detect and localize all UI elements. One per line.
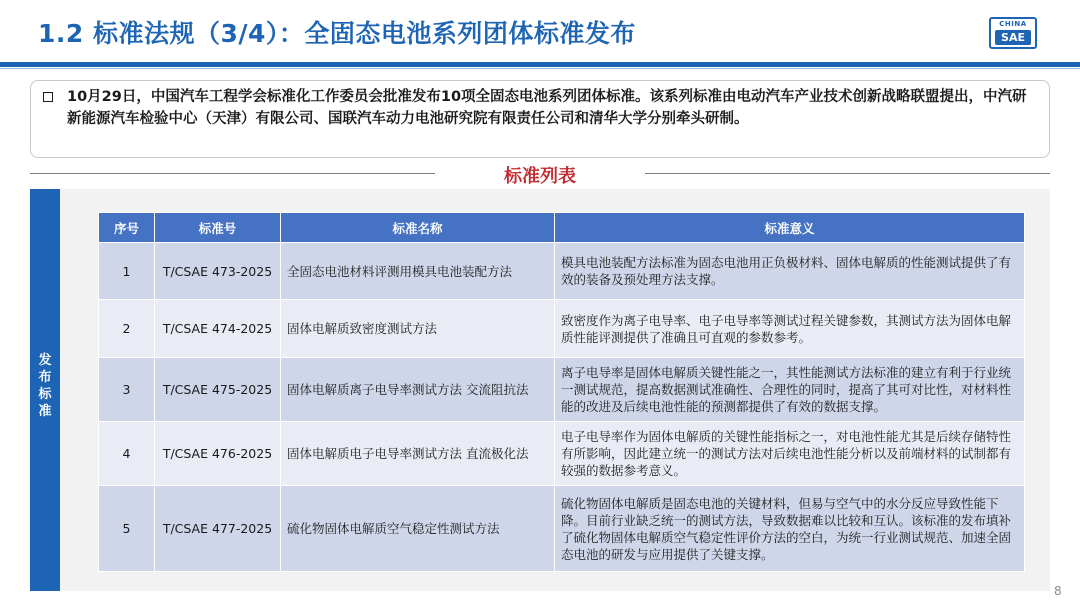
row-code: T/CSAE 476-2025 [155, 422, 281, 486]
row-code: T/CSAE 474-2025 [155, 300, 281, 358]
section-title: 标准列表 [504, 166, 576, 187]
row-meaning: 电子电导率作为固体电解质的关键性能指标之一，对电池性能尤其是后续存储特性有所影响，因此建立统一的测试方法对后续电池性能分析以及前端材料的试制都有较强的数据参考意义。 [555, 422, 1025, 486]
logo-top-text: CHINA [999, 20, 1027, 28]
title-divider-thin [0, 68, 1080, 69]
table-row [99, 243, 1025, 300]
side-label-char: 标 [38, 387, 52, 402]
section-rule-left [30, 173, 435, 174]
row-no: 4 [99, 422, 155, 486]
slide-title: 1.2 标准法规（3/4）：全固态电池系列团体标准发布 [38, 19, 636, 48]
side-label [30, 352, 60, 420]
row-name: 固体电解质离子电导率测试方法 交流阻抗法 [281, 358, 555, 422]
header-no: 序号 [99, 213, 155, 243]
row-meaning: 硫化物固体电解质是固态电池的关键材料，但易与空气中的水分反应导致性能下降。目前行业缺乏统一的测试方法，导致数据难以比较和互认。该标准的发布填补了硫化物固体电解质空气稳定性评价方法的空白，为统一行业测试规范、加速全固态电池的研发与应用提供了关键支撑。 [555, 486, 1025, 572]
table-header-row [99, 213, 1025, 243]
section-rule-right [645, 173, 1050, 174]
row-code: T/CSAE 473-2025 [155, 243, 281, 300]
row-name: 固体电解质致密度测试方法 [281, 300, 555, 358]
title-divider [0, 62, 1080, 67]
row-name: 硫化物固体电解质空气稳定性测试方法 [281, 486, 555, 572]
header-meaning: 标准意义 [555, 213, 1025, 243]
side-label-char: 发 [38, 353, 52, 368]
standards-table [98, 212, 1025, 572]
row-code: T/CSAE 477-2025 [155, 486, 281, 572]
row-meaning: 离子电导率是固体电解质关键性能之一，其性能测试方法标准的建立有利于行业统一测试规范，提高数据测试准确性、合理性的同时，提高了其可对比性，对材料性能的改进及后续电池性能的预测都提供了有效的数据支撑。 [555, 358, 1025, 422]
row-meaning: 致密度作为离子电导率、电子电导率等测试过程关键参数，其测试方法为固体电解质性能评测提供了准确且可直观的参数参考。 [555, 300, 1025, 358]
row-code: T/CSAE 475-2025 [155, 358, 281, 422]
row-no: 3 [99, 358, 155, 422]
china-sae-logo [989, 17, 1037, 49]
row-no: 1 [99, 243, 155, 300]
square-bullet-icon [43, 92, 53, 102]
side-label-char: 准 [38, 404, 52, 419]
side-label-char: 布 [38, 370, 52, 385]
row-no: 5 [99, 486, 155, 572]
header-name: 标准名称 [281, 213, 555, 243]
table-row [99, 422, 1025, 486]
row-meaning: 模具电池装配方法标准为固态电池用正负极材料、固体电解质的性能测试提供了有效的装备及预处理方法支撑。 [555, 243, 1025, 300]
row-name: 全固态电池材料评测用模具电池装配方法 [281, 243, 555, 300]
table-row [99, 358, 1025, 422]
table-row [99, 300, 1025, 358]
logo-main-text: SAE [995, 30, 1031, 45]
intro-box [30, 80, 1050, 158]
page-number: 8 [1054, 584, 1062, 598]
row-name: 固体电解质电子电导率测试方法 直流极化法 [281, 422, 555, 486]
row-no: 2 [99, 300, 155, 358]
header-code: 标准号 [155, 213, 281, 243]
intro-text: 10月29日，中国汽车工程学会标准化工作委员会批准发布10项全固态电池系列团体标准。该系列标准由电动汽车产业技术创新战略联盟提出，中汽研新能源汽车检验中心（天津）有限公司、国联汽车动力电池研究院有限责任公司和清华大学分别牵头研制。 [67, 89, 1027, 127]
table-row [99, 486, 1025, 572]
